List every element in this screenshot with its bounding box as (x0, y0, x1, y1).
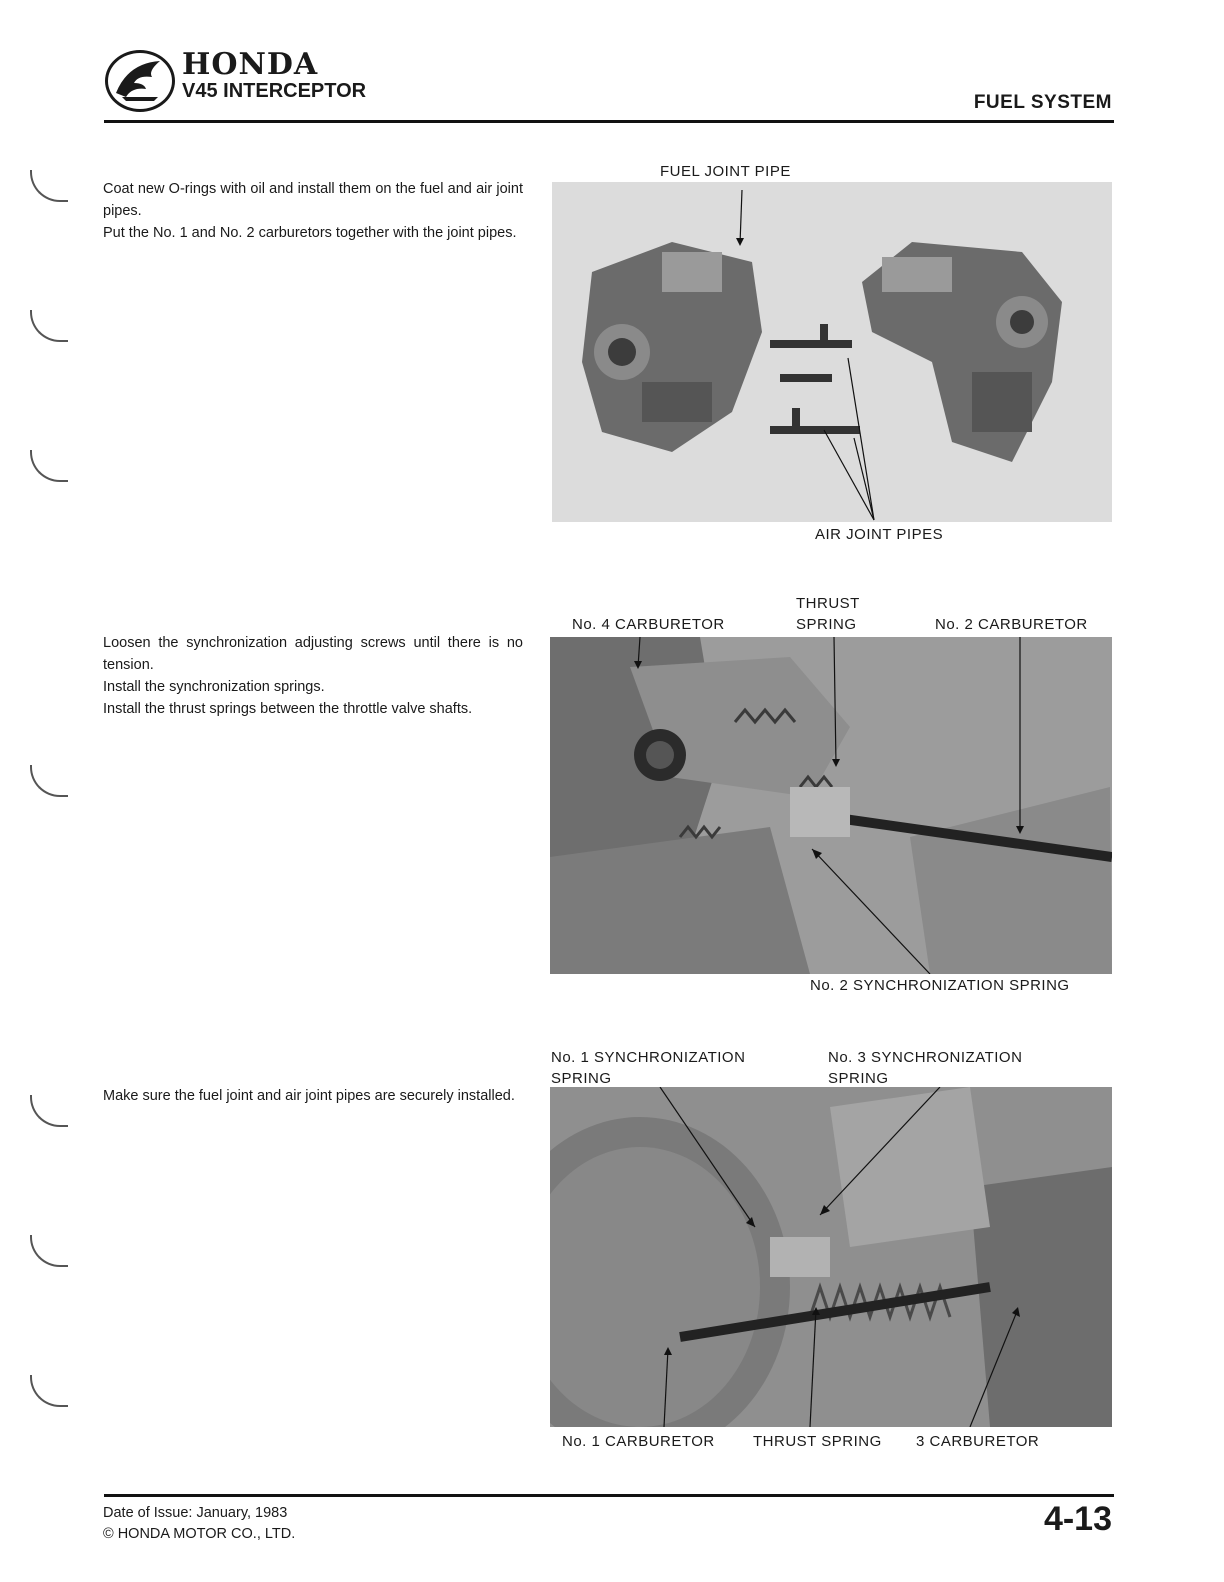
label-no2-carburetor: No. 2 CARBURETOR (935, 616, 1088, 633)
binder-hole-mark (30, 1095, 68, 1127)
binder-hole-mark (30, 310, 68, 342)
label-no1-carburetor: No. 1 CARBURETOR (562, 1433, 715, 1450)
brand-name: HONDA (182, 47, 319, 82)
photo-joint-pipes-installed (550, 1087, 1112, 1427)
label-no4-carburetor: No. 4 CARBURETOR (572, 616, 725, 633)
header-rule (104, 120, 1114, 123)
label-thrust-spring-line1: THRUST (796, 595, 860, 612)
step2-paragraph: Install the synchronization springs. (103, 679, 325, 695)
label-fuel-joint-pipe: FUEL JOINT PIPE (660, 163, 791, 180)
step1-instructions (103, 178, 523, 244)
binder-hole-mark (30, 170, 68, 202)
label-thrust-spring-line2: SPRING (796, 616, 857, 633)
binder-hole-mark (30, 765, 68, 797)
label-no1-sync-line2: SPRING (551, 1070, 612, 1087)
photo-synchronization-springs (550, 637, 1112, 974)
page-number: 4-13 (1043, 1500, 1112, 1538)
step2-instructions (103, 632, 523, 720)
date-of-issue: Date of Issue: January, 1983 (103, 1505, 288, 1521)
binder-hole-mark (30, 450, 68, 482)
label-no2-sync-spring: No. 2 SYNCHRONIZATION SPRING (810, 977, 1070, 994)
copyright: © HONDA MOTOR CO., LTD. (103, 1526, 296, 1542)
footer-rule (104, 1494, 1114, 1497)
section-title: FUEL SYSTEM (973, 92, 1112, 113)
label-no1-sync-line1: No. 1 SYNCHRONIZATION (551, 1049, 746, 1066)
step3-paragraph: Make sure the fuel joint and air joint pipes are securely installed. (103, 1088, 515, 1104)
binder-hole-mark (30, 1235, 68, 1267)
label-thrust-spring: THRUST SPRING (753, 1433, 882, 1450)
model-name: V45 INTERCEPTOR (182, 80, 367, 102)
honda-wing-icon (105, 50, 175, 112)
label-air-joint-pipes: AIR JOINT PIPES (815, 526, 944, 543)
step3-instructions (103, 1085, 523, 1107)
step2-paragraph: Install the thrust springs between the throttle valve shafts. (103, 701, 473, 717)
label-no3-sync-line1: No. 3 SYNCHRONIZATION (828, 1049, 1023, 1066)
step1-paragraph: Coat new O-rings with oil and install them on the fuel and air joint pipes. (103, 181, 523, 219)
label-no3-sync-line2: SPRING (828, 1070, 889, 1087)
binder-hole-mark (30, 1375, 68, 1407)
step1-paragraph: Put the No. 1 and No. 2 carburetors together with the joint pipes. (103, 225, 517, 241)
photo-carburetors-joint-pipes (552, 182, 1112, 522)
label-no3-carburetor: 3 CARBURETOR (916, 1433, 1040, 1450)
step2-paragraph: Loosen the synchronization adjusting screws until there is no tension. (103, 635, 523, 673)
